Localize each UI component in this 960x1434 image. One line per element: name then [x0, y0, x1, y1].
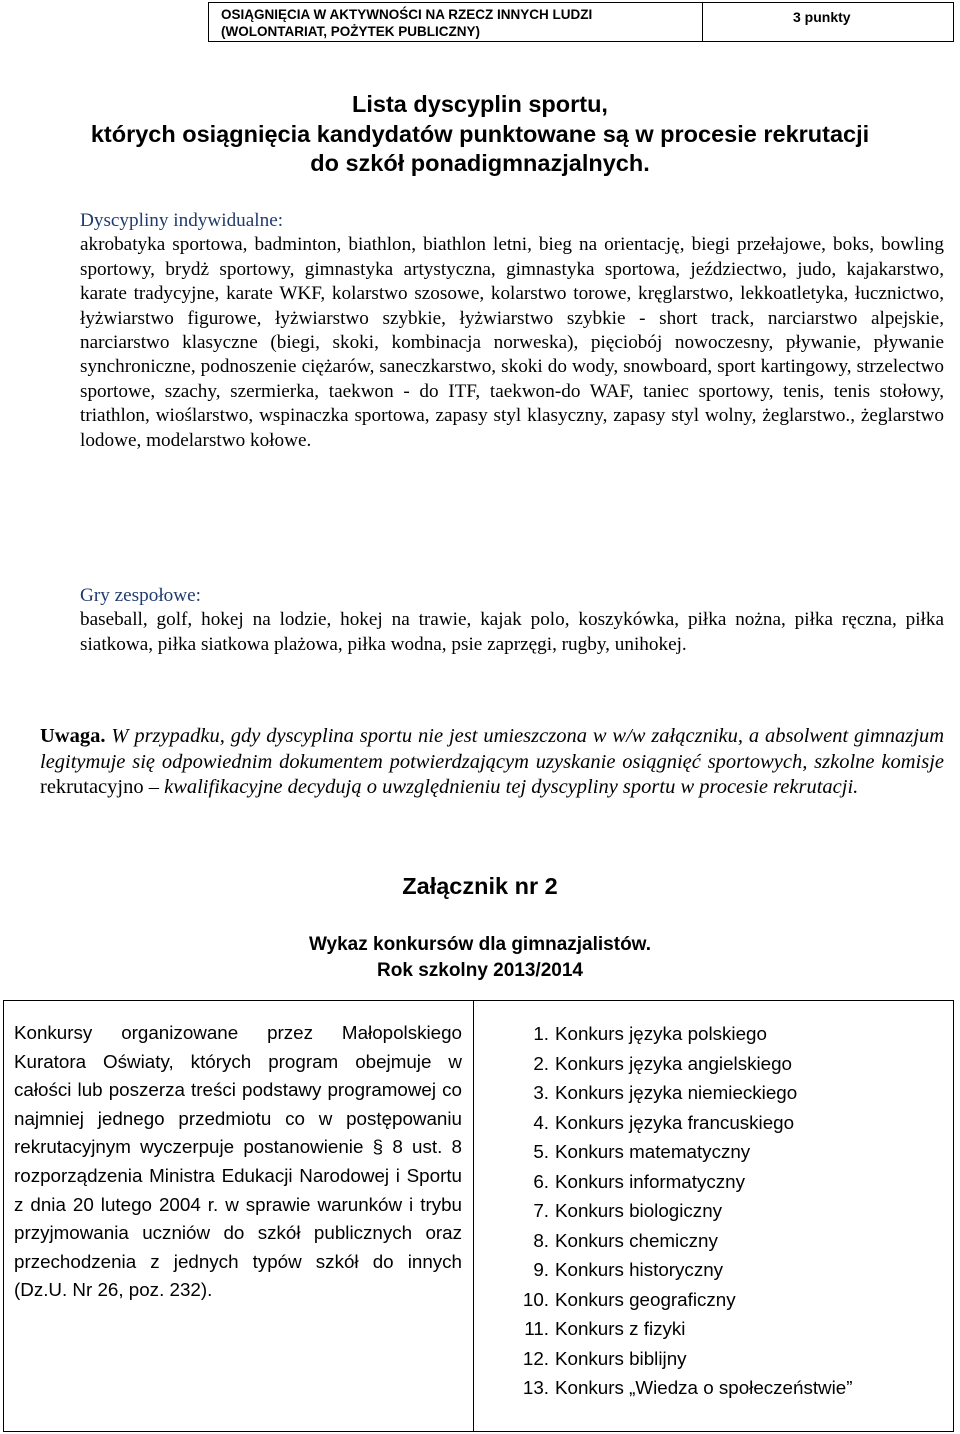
- list-item: [509, 1137, 949, 1167]
- note-paragraph: [40, 724, 944, 801]
- list-item-number: 6.: [533, 1170, 549, 1192]
- list-item: [509, 1196, 949, 1226]
- list-item-label: Konkurs biblijny: [555, 1347, 687, 1369]
- list-item-label: Konkurs biologiczny: [555, 1200, 723, 1221]
- competitions-table: [3, 1000, 954, 1432]
- header-category-line1: OSIĄGNIĘCIA W AKTYWNOŚCI NA RZECZ INNYCH LUDZI: [221, 7, 593, 22]
- individual-section: [80, 209, 944, 453]
- team-list: baseball, golf, hokej na lodzie, hokej na trawie, kajak polo, koszykówka, piłka nożna, piłka ręczna, piłka siatkowa, piłka siatkowa plażowa, piłka wodna, psie zaprzęgi, rugby, unihokej.: [80, 609, 944, 655]
- note-text-normal: rekrutacyjno –: [40, 776, 159, 798]
- list-item: [509, 1285, 949, 1315]
- list-item-label: Konkurs „Wiedza o społeczeństwie”: [555, 1377, 853, 1398]
- list-item-label: Konkurs języka francuskiego: [555, 1111, 795, 1133]
- list-item-number: 3.: [533, 1082, 549, 1103]
- individual-heading: Dyscypliny indywidualne:: [80, 210, 284, 231]
- list-item-label: Konkurs języka angielskiego: [555, 1052, 792, 1074]
- header-category: [209, 3, 703, 41]
- note-text-1: W przypadku, gdy dyscyplina sportu nie jest umieszczona w w/w załączniku, a absolwent gimnazjum legitymuje się odpowiednim dokumentem potwierdzającym uzyskanie osiągnięć sportowych, szkolne komisje: [40, 725, 945, 773]
- title-line1: Lista dyscyplin sportu,: [352, 91, 608, 117]
- list-item: [509, 1255, 949, 1285]
- list-item-label: Konkurs języka niemieckiego: [555, 1082, 798, 1103]
- annex-subtitle-line1: Wykaz konkursów dla gimnazjalistów.: [308, 934, 652, 955]
- list-item-number: 10.: [522, 1288, 549, 1310]
- individual-list: akrobatyka sportowa, badminton, biathlon, biathlon letni, bieg na orientację, biegi przełajowe, boks, bowling sportowy, brydż sportowy, gimnastyka artystyczna, gimnastyka sportowa, jeździectwo, judo, kajakarstwo, karate tradycyjne, karate WKF, kolarstwo szosowe, kolarstwo torowe, kręglarstwo, lekkoatletyka, łucznictwo, łyżwiarstwo figurowe, łyżwiarstwo szybkie, łyżwiarstwo szybkie - short track, narciarstwo alpejskie, narciarstwo klasyczne (biegi, skoki, kombinacja norweska), pięciobój nowoczesny, pływanie, pływanie synchroniczne, podnoszenie ciężarów, saneczkarstwo, skoki do wody, snowboard, sport kartingowy, strzelectwo sportowe, szachy, szermierka, taekwon - do ITF, taekwon-do WAF, taniec sportowy, tenis, tenis stołowy, triathlon, wioślarstwo, wspinaczka sportowa, zapasy styl klasyczny, zapasy styl wolny, żeglarstwo., żeglarstwo lodowe, modelarstwo kołowe.: [80, 234, 944, 451]
- header-points: 3 punkty: [793, 9, 851, 25]
- list-item-number: 9.: [533, 1259, 549, 1280]
- page-title: [0, 90, 960, 179]
- title-line3: do szkół ponadigmnazjalnych.: [310, 150, 650, 176]
- title-line2: których osiągnięcia kandydatów punktowane są w procesie rekrutacji: [90, 120, 870, 147]
- list-item-label: Konkurs informatyczny: [555, 1170, 745, 1192]
- list-item-number: 1.: [533, 1023, 549, 1044]
- list-item: [509, 1167, 949, 1197]
- list-item-label: Konkurs z fizyki: [555, 1318, 686, 1339]
- list-item-number: 13.: [522, 1377, 549, 1398]
- list-item-label: Konkurs geograficzny: [555, 1288, 736, 1310]
- list-item: [509, 1226, 949, 1256]
- list-item: [509, 1373, 949, 1403]
- list-item-number: 8.: [533, 1229, 549, 1251]
- list-item-number: 12.: [522, 1347, 549, 1369]
- competitions-list: [509, 1019, 949, 1403]
- header-table: [208, 2, 954, 42]
- list-item-label: Konkurs matematyczny: [555, 1141, 751, 1162]
- list-item-number: 2.: [533, 1052, 549, 1074]
- competitions-description: Konkursy organizowane przez Małopolskiego Kuratora Oświaty, których program obejmuje w całości lub poszerza treści podstawy programowej co najmniej jednego przedmiotu co w postępowaniu rekrutacyjnym wyczerpuje postanowienie § 8 ust. 8 rozporządzenia Ministra Edukacji Narodowej i Sportu z dnia 20 lutego 2004 r. w sprawie warunków i trybu przyjmowania uczniów do szkół publicznych oraz przechodzenia z jednych typów szkół do innych (Dz.U. Nr 26, poz. 232).: [14, 1022, 462, 1301]
- team-section: [80, 584, 944, 657]
- annex-subtitle: [0, 932, 960, 984]
- list-item: [509, 1344, 949, 1374]
- list-item-label: Konkurs chemiczny: [555, 1229, 718, 1251]
- team-heading: Gry zespołowe:: [80, 585, 201, 606]
- list-item-label: Konkurs języka polskiego: [555, 1023, 767, 1044]
- note-label: Uwaga.: [40, 725, 106, 747]
- list-item: [509, 1314, 949, 1344]
- annex-subtitle-line2: Rok szkolny 2013/2014: [377, 960, 583, 981]
- list-item-label: Konkurs historyczny: [555, 1259, 724, 1280]
- note-text-2: kwalifikacyjne decydują o uwzględnieniu tej dyscypliny sportu w procesie rekrutacji.: [164, 776, 859, 798]
- list-item: [509, 1049, 949, 1079]
- table-divider: [473, 1001, 474, 1431]
- list-item-number: 7.: [533, 1200, 549, 1221]
- list-item: [509, 1108, 949, 1138]
- list-item-number: 5.: [533, 1141, 549, 1162]
- list-item-number: 11.: [524, 1318, 549, 1339]
- list-item: [509, 1019, 949, 1049]
- list-item-number: 4.: [533, 1111, 549, 1133]
- list-item: [509, 1078, 949, 1108]
- header-category-line2: (WOLONTARIAT, POŻYTEK PUBLICZNY): [221, 24, 480, 39]
- annex-title: Załącznik nr 2: [402, 873, 558, 899]
